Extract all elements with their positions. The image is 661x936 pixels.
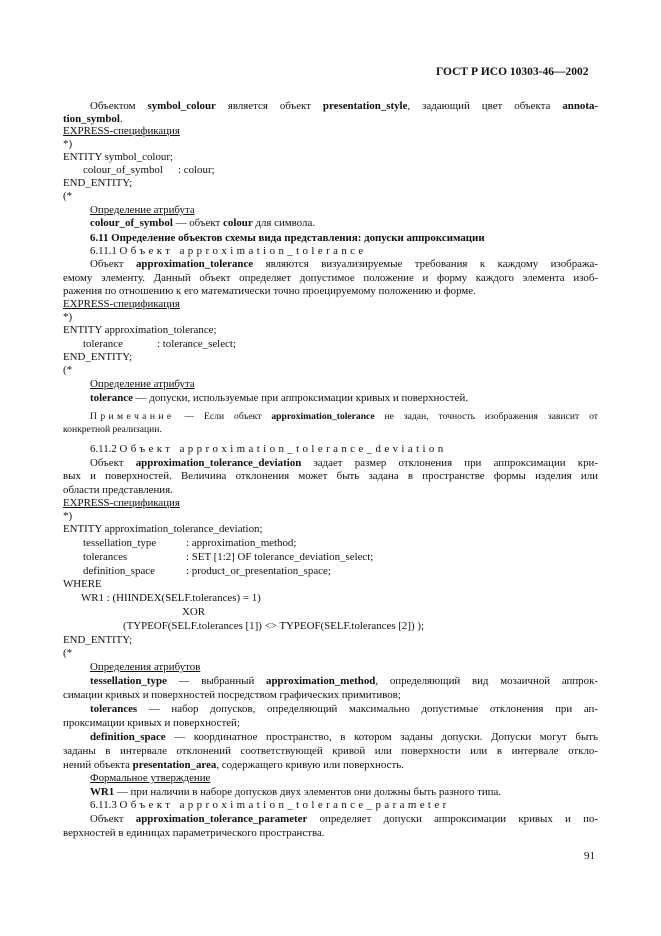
paragraph-line: Объект approximation_tolerance_parameter определяет допуски аппроксимации кривых и по- [90, 813, 599, 825]
attribute-definition-heading: Определение атрибута [90, 378, 195, 390]
paragraph-line: емому элементу. Данный объект определяет допустимое положение и форму каждого элемента изоб- [63, 272, 598, 284]
code-attr-type: : product_or_presentation_space; [186, 565, 331, 577]
code-attr-type: : tolerance_select; [157, 338, 236, 350]
formal-proposition-line: WR1 — при наличии в наборе допусков двух элементов они должны быть разного типа. [90, 786, 502, 798]
subsection-heading-6-11-2: 6.11.2 Объект approximation_tolerance_deviation [90, 443, 447, 455]
attribute-definition-line: tolerances — набор допусков, определяющий максимально допустимые отклонения при ап- [90, 703, 598, 715]
code-line: END_ENTITY; [63, 177, 133, 189]
code-line: ENTITY approximation_tolerance_deviation; [63, 523, 263, 535]
code-line: WR1 : (HIINDEX(SELF.tolerances) = 1) [81, 592, 261, 604]
code-attr-name: tessellation_type [83, 537, 157, 549]
code-line: ENTITY approximation_tolerance; [63, 324, 217, 336]
note-line: конкретной реализации. [63, 424, 162, 435]
paragraph-line: Объект approximation_tolerance_deviation задает размер отклонения при аппроксимации кри- [90, 457, 598, 469]
code-line: XOR [182, 606, 205, 618]
code-line: END_ENTITY; [63, 634, 133, 646]
code-line: ENTITY symbol_colour; [63, 151, 173, 163]
attribute-definition-line: tessellation_type — выбранный approximation_method, определяющий вид мозаичной аппрок- [90, 675, 598, 687]
code-attr-type: : SET [1:2] OF tolerance_deviation_select; [186, 551, 374, 563]
attribute-definition-line: colour_of_symbol — объект colour для символа. [90, 217, 316, 229]
code-line: WHERE [63, 578, 102, 590]
formal-proposition-heading: Формальное утверждение [90, 772, 211, 784]
subsection-heading-6-11-3: 6.11.3 Объект approximation_tolerance_parameter [90, 799, 450, 811]
code-line: (TYPEOF(SELF.tolerances [1]) <> TYPEOF(SELF.tolerances [2]) ); [123, 620, 425, 632]
code-line: (* [63, 190, 73, 202]
attribute-definition-line: нений объекта presentation_area, содержащего кривую или поверхность. [63, 759, 404, 771]
attribute-definitions-heading: Определения атрибутов [90, 661, 201, 673]
paragraph-line: Объектом symbol_colour является объект presentation_style, задающий цвет объекта annota- [90, 100, 599, 112]
note-line: Примечание — Если объект approximation_tolerance не задан, точность изображения зависит от [90, 411, 598, 422]
paragraph-line: вых и поверхностей. Величина отклонения может быть задана в пространстве формы изделия или [63, 470, 598, 482]
code-line: (* [63, 647, 73, 659]
express-spec-heading: EXPRESS-спецификация [63, 497, 180, 509]
paragraph-line: верхностей в единицах параметрического пространства. [63, 827, 325, 839]
page-number: 91 [584, 850, 595, 862]
paragraph-line: tion_symbol. [63, 113, 123, 125]
subsection-heading-6-11-1: 6.11.1 Объект approximation_tolerance [90, 245, 367, 257]
code-line: *) [63, 510, 73, 522]
code-line: *) [63, 311, 73, 323]
code-line: *) [63, 138, 73, 150]
code-line: END_ENTITY; [63, 351, 133, 363]
page-header-doc-id: ГОСТ Р ИСО 10303-46—2002 [436, 66, 589, 78]
paragraph-line: ражения по отношению к его математически точно проецируемому положению и форме. [63, 285, 476, 297]
code-attr-type: : approximation_method; [186, 537, 297, 549]
code-attr-name: colour_of_symbol [83, 164, 163, 176]
attribute-definition-line: заданы в интервале отклонений соответствующей кривой или поверхности или в интервале откло- [63, 745, 598, 757]
code-line: (* [63, 364, 73, 376]
section-heading-6-11: 6.11 Определение объектов схемы вида представления: допуски аппроксимации [90, 232, 485, 244]
attribute-definition-line: симации кривых и поверхностей посредством графических примитивов; [63, 689, 401, 701]
attribute-definition-line: tolerance — допуски, используемые при аппроксимации кривых и поверхностей. [90, 392, 469, 404]
code-attr-name: tolerances [83, 551, 128, 563]
paragraph-line: Объект approximation_tolerance являются визуализируемые требования к каждому изобража- [90, 258, 598, 270]
express-spec-heading: EXPRESS-спецификация [63, 298, 180, 310]
paragraph-line: области представления. [63, 484, 173, 496]
attribute-definition-line: definition_space — координатное пространство, в котором заданы допуски. Допуски могут быть [90, 731, 598, 743]
attribute-definition-line: проксимации кривых и поверхностей; [63, 717, 240, 729]
code-attr-type: : colour; [178, 164, 215, 176]
express-spec-heading: EXPRESS-спецификация [63, 125, 180, 137]
code-attr-name: definition_space [83, 565, 155, 577]
attribute-definition-heading: Определение атрибута [90, 204, 195, 216]
code-attr-name: tolerance [83, 338, 123, 350]
